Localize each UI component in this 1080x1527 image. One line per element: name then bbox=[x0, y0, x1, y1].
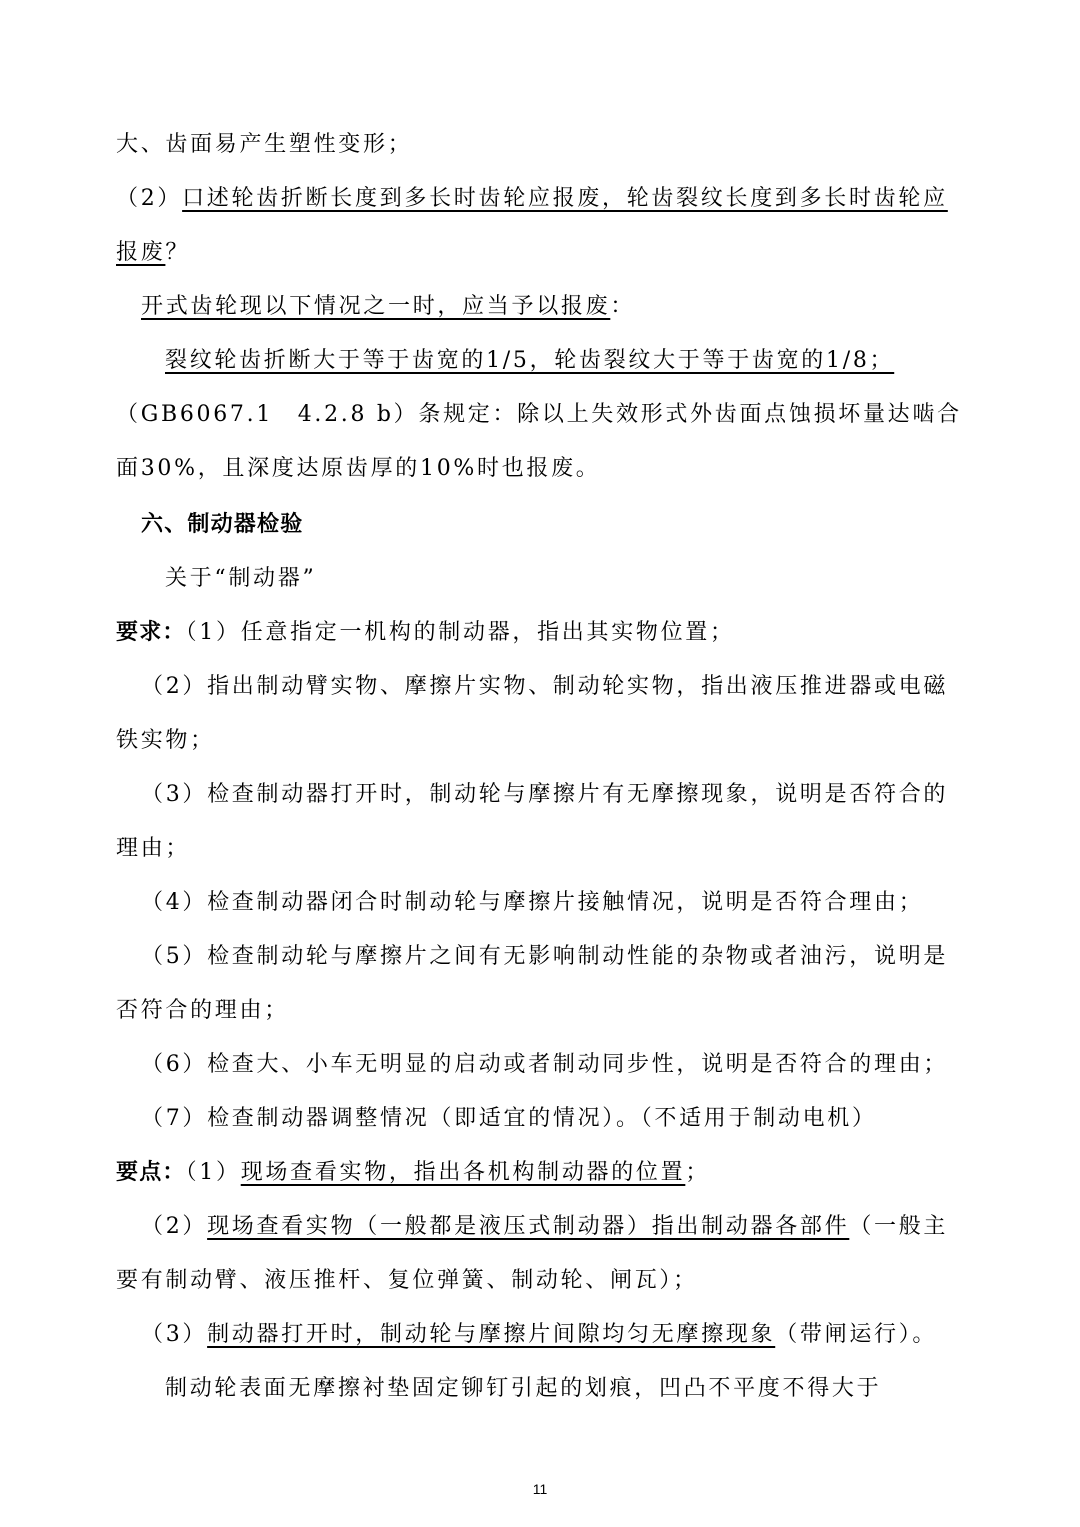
question-mark: ？ bbox=[165, 240, 191, 265]
point-2-underlined: 现场查看实物（一般都是液压式制动器）指出制动器各部件 bbox=[207, 1214, 850, 1239]
requirement-6 bbox=[141, 1050, 948, 1080]
answer-intro bbox=[141, 292, 635, 322]
standard-reference-continued bbox=[116, 454, 601, 484]
scrap-criteria-underlined: 裂纹轮齿折断大于等于齿宽的1/5，轮齿裂纹大于等于齿宽的1/8； bbox=[165, 348, 895, 373]
point-3-underlined: 制动器打开时，制动轮与摩擦片间隙均匀无摩擦现象 bbox=[207, 1322, 776, 1347]
page-number: 11 bbox=[532, 1481, 548, 1497]
text: （7）检查制动器调整情况（即适宜的情况）。（不适用于制动电机） bbox=[141, 1106, 877, 1131]
text: （5）检查制动轮与摩擦片之间有无影响制动性能的杂物或者油污，说明是 bbox=[141, 944, 949, 969]
text: 制动轮表面无摩擦衬垫固定铆钉引起的划痕，凹凸不平度不得大于 bbox=[165, 1376, 882, 1401]
point-2-continued bbox=[116, 1266, 698, 1296]
point-1-underlined: 现场查看实物，指出各机构制动器的位置 bbox=[240, 1160, 686, 1185]
section-title: 六、制动器检验 bbox=[141, 512, 304, 537]
brake-wheel-surface bbox=[165, 1374, 881, 1404]
text: 关于“制动器” bbox=[165, 566, 317, 591]
requirement-1: （1）任意指定一机构的制动器，指出其实物位置； bbox=[185, 620, 735, 645]
requirement-7 bbox=[141, 1104, 877, 1134]
requirements-line bbox=[116, 618, 735, 648]
text: 面30%，且深度达原齿厚的10%时也报废。 bbox=[116, 456, 601, 481]
text: 否符合的理由； bbox=[116, 998, 289, 1023]
semicolon: ； bbox=[685, 1160, 711, 1185]
question-line bbox=[116, 184, 948, 214]
requirement-3 bbox=[141, 780, 948, 810]
question-text-underlined: 报废 bbox=[116, 240, 166, 265]
text: （6）检查大、小车无明显的启动或者制动同步性，说明是否符合的理由； bbox=[141, 1052, 949, 1077]
section-heading bbox=[141, 510, 303, 540]
requirements-label: 要求： bbox=[116, 620, 186, 645]
point-2-rest: （一般主 bbox=[849, 1214, 949, 1239]
requirement-3-continued bbox=[116, 834, 190, 864]
key-points-line bbox=[116, 1158, 710, 1188]
question-line-continued bbox=[116, 238, 190, 268]
question-text-underlined: 口述轮齿折断长度到多长时齿轮应报废，轮齿裂纹长度到多长时齿轮应 bbox=[182, 186, 948, 211]
colon: ： bbox=[610, 294, 636, 319]
scrap-criteria bbox=[165, 346, 894, 376]
text: 铁实物； bbox=[116, 728, 215, 753]
requirement-2-continued bbox=[116, 726, 215, 756]
text: （2）指出制动臂实物、摩擦片实物、制动轮实物，指出液压推进器或电磁 bbox=[141, 674, 949, 699]
question-number: （2） bbox=[116, 186, 183, 211]
standard-reference bbox=[116, 400, 962, 430]
text: 理由； bbox=[116, 836, 191, 861]
point-1-number: （1） bbox=[185, 1160, 241, 1185]
text: 要有制动臂、液压推杆、复位弹簧、制动轮、闸瓦）； bbox=[116, 1268, 698, 1293]
text: （3）检查制动器打开时，制动轮与摩擦片有无摩擦现象，说明是否符合的 bbox=[141, 782, 949, 807]
requirement-5-continued bbox=[116, 996, 289, 1026]
about-line bbox=[165, 564, 316, 594]
point-3-number: （3） bbox=[141, 1322, 208, 1347]
key-points-label: 要点： bbox=[116, 1160, 186, 1185]
text: （GB6067.1 4.2.8 b）条规定：除以上失效形式外齿面点蚀损坏量达啮合 bbox=[116, 402, 962, 427]
point-2-number: （2） bbox=[141, 1214, 208, 1239]
answer-intro-underlined: 开式齿轮现以下情况之一时，应当予以报废 bbox=[141, 294, 611, 319]
point-3-rest: （带闸运行）。 bbox=[775, 1322, 938, 1347]
text: 大、齿面易产生塑性变形； bbox=[116, 132, 413, 157]
paragraph-line bbox=[116, 130, 412, 160]
text: （4）检查制动器闭合时制动轮与摩擦片接触情况，说明是否符合理由； bbox=[141, 890, 924, 915]
point-2 bbox=[141, 1212, 948, 1242]
requirement-2 bbox=[141, 672, 948, 702]
point-3 bbox=[141, 1320, 937, 1350]
requirement-5 bbox=[141, 942, 948, 972]
requirement-4 bbox=[141, 888, 923, 918]
